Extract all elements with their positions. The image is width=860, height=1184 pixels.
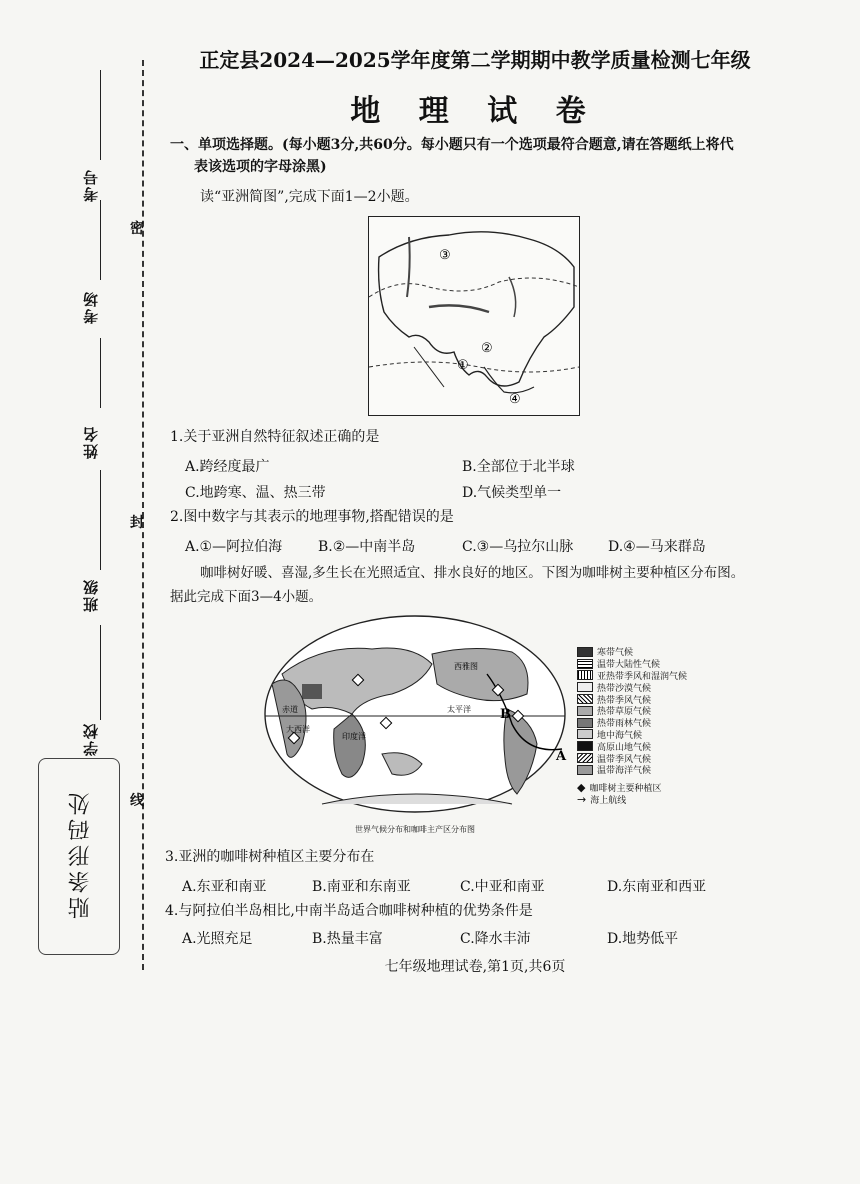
legend-item: 温带季风气候 bbox=[577, 752, 687, 764]
q3-option-c: C.中亚和南亚 bbox=[460, 879, 545, 895]
q3-option-b: B.南亚和东南亚 bbox=[312, 879, 411, 895]
world-climate-map bbox=[262, 614, 568, 826]
field-exam-room-line-2 bbox=[100, 338, 101, 408]
q1-option-b: B.全部位于北半球 bbox=[462, 459, 575, 475]
field-exam-number-line bbox=[100, 70, 101, 160]
intro-coffee-line2: 据此完成下面3—4小题。 bbox=[170, 589, 323, 605]
q4-option-d: D.地势低平 bbox=[607, 931, 679, 947]
map1-label-3: ③ bbox=[439, 248, 451, 263]
q2-option-b: B.②—中南半岛 bbox=[318, 539, 416, 555]
section-heading-line2: 表该选项的字母涂黑) bbox=[194, 159, 327, 175]
q4-option-c: C.降水丰沛 bbox=[460, 931, 531, 947]
q3-option-d: D.东南亚和西亚 bbox=[607, 879, 707, 895]
q2-option-d: D.④—马来群岛 bbox=[608, 539, 706, 555]
q1-stem: 1.关于亚洲自然特征叙述正确的是 bbox=[170, 429, 380, 445]
legend-item: 温带大陆性气候 bbox=[577, 658, 687, 670]
map2-label-indian: 印度洋 bbox=[342, 732, 366, 741]
legend-item: 热带草原气候 bbox=[577, 705, 687, 717]
legend-item: → 海上航线 bbox=[577, 792, 627, 806]
asia-map-graphic bbox=[369, 217, 579, 415]
map2-label-a: A bbox=[556, 749, 567, 764]
map2-legend bbox=[577, 646, 687, 805]
world-map-graphic bbox=[262, 614, 568, 826]
map2-label-b: B bbox=[500, 707, 511, 722]
q3-stem: 3.亚洲的咖啡树种植区主要分布在 bbox=[165, 849, 375, 865]
exam-subtitle: 地 理 试 卷 bbox=[350, 94, 600, 129]
seal-mark-xian: 线 bbox=[130, 793, 144, 809]
legend-item: 热带雨林气候 bbox=[577, 717, 687, 729]
q1-option-c: C.地跨寒、温、热三带 bbox=[185, 485, 326, 501]
legend-item: 高原山地气候 bbox=[577, 740, 687, 752]
seal-mark-feng: 封 bbox=[130, 515, 144, 531]
map2-label-atlantic: 大西洋 bbox=[286, 725, 310, 734]
section-heading bbox=[170, 134, 790, 178]
intro-coffee-line1: 咖啡树好暖、喜湿,多生长在光照适宜、排水良好的地区。下图为咖啡树主要种植区分布图。 bbox=[200, 565, 745, 581]
field-exam-number: 考号 bbox=[82, 168, 100, 202]
q3-option-a: A.东亚和南亚 bbox=[182, 879, 267, 895]
field-class: 班级 bbox=[82, 578, 100, 612]
field-school: 学校 bbox=[82, 722, 100, 756]
legend-item: 温带海洋气候 bbox=[577, 764, 687, 776]
q1-option-a: A.跨经度最广 bbox=[185, 459, 270, 475]
legend-item: ◆ 咖啡树主要种植区 bbox=[577, 781, 662, 795]
intro-asia-map: 读“亚洲简图”,完成下面1—2小题。 bbox=[200, 189, 419, 205]
q2-option-c: C.③—乌拉尔山脉 bbox=[462, 539, 574, 555]
barcode-label: 贴条形码处 bbox=[68, 789, 93, 919]
field-exam-room: 考场 bbox=[82, 290, 100, 324]
section-heading-line1: 一、单项选择题。(每小题3分,共60分。每小题只有一个选项最符合题意,请在答题纸上将代 bbox=[170, 137, 734, 153]
q2-option-a: A.①—阿拉伯海 bbox=[185, 539, 283, 555]
map2-label-west: 西雅图 bbox=[454, 662, 478, 671]
q4-option-a: A.光照充足 bbox=[182, 931, 253, 947]
legend-item: 寒带气候 bbox=[577, 646, 687, 658]
map2-label-pacific: 太平洋 bbox=[447, 705, 471, 714]
q4-stem: 4.与阿拉伯半岛相比,中南半岛适合咖啡树种植的优势条件是 bbox=[165, 903, 533, 919]
q2-stem: 2.图中数字与其表示的地理事物,搭配错误的是 bbox=[170, 509, 454, 525]
barcode-area bbox=[38, 758, 120, 955]
legend-item: 地中海气候 bbox=[577, 729, 687, 741]
asia-map bbox=[368, 216, 580, 416]
field-name-line bbox=[100, 470, 101, 570]
seal-mark-mi: 密 bbox=[130, 221, 144, 237]
field-class-line bbox=[100, 625, 101, 720]
map1-label-4: ④ bbox=[509, 392, 521, 407]
q1-option-d: D.气候类型单一 bbox=[462, 485, 562, 501]
map1-label-2: ② bbox=[481, 341, 493, 356]
field-name: 姓名 bbox=[82, 425, 100, 459]
legend-item: 亚热带季风和湿润气候 bbox=[577, 670, 687, 682]
map1-label-1: ① bbox=[457, 358, 469, 373]
legend-item: 热带季风气候 bbox=[577, 693, 687, 705]
q4-option-b: B.热量丰富 bbox=[312, 931, 383, 947]
map2-caption: 世界气候分布和咖啡主产区分布图 bbox=[355, 825, 475, 834]
legend-item: 热带沙漠气候 bbox=[577, 681, 687, 693]
map2-label-equator: 赤道 bbox=[282, 705, 298, 714]
page-footer: 七年级地理试卷,第1页,共6页 bbox=[384, 959, 566, 975]
field-exam-room-line bbox=[100, 200, 101, 280]
exam-title: 正定县2024—2025学年度第二学期期中教学质量检测七年级 bbox=[199, 48, 751, 72]
